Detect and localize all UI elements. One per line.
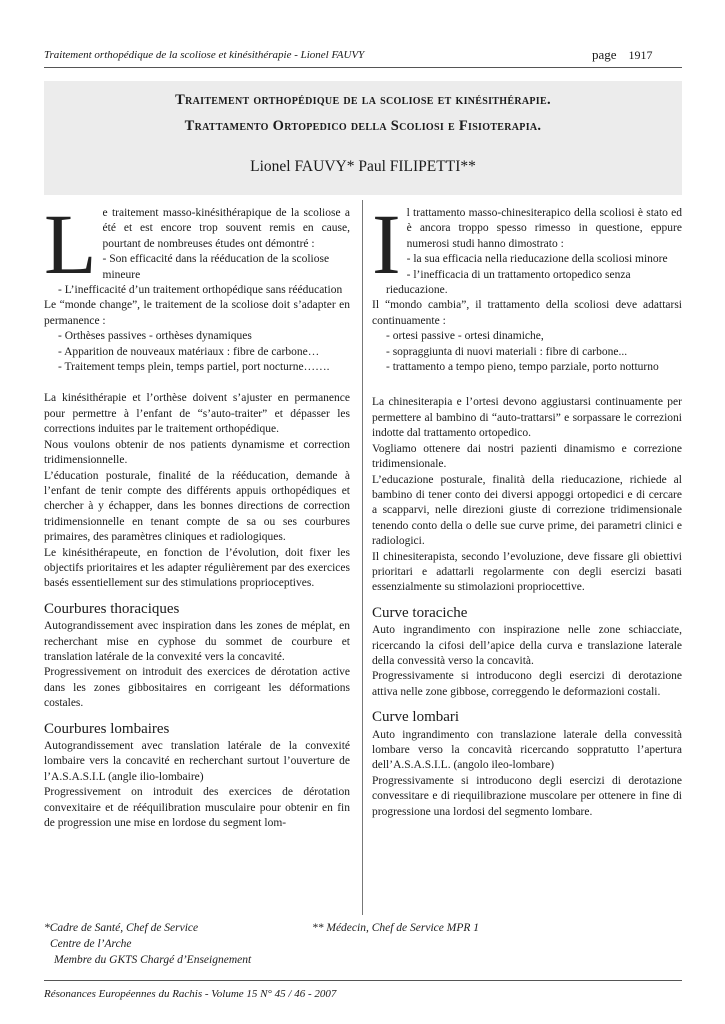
- paragraph: L’éducation posturale, finalité de la rééducation, demande à l’enfant de tenir compte des différents appuis orthopédiques et chercher à y échapper, dans les bonnes directions de correction tridimensionnelle en tenant compte de sa ou ses courbures primaires, des paramètres cliniques et radiologiques.: [44, 469, 350, 544]
- footnote-line: *Cadre de Santé, Chef de Service: [44, 922, 199, 934]
- footnote-line: ** Médecin, Chef de Service MPR 1: [312, 922, 480, 934]
- paragraph: Auto ingrandimento con inspirazione nelle zone schiacciate, ricercando la cifosi dell’apice della curva e translazione laterale della convessità verso la concavità.: [372, 624, 682, 667]
- column-divider: [362, 200, 363, 915]
- list-item: - sopraggiunta di nuovi materiali : fibre di carbone...: [386, 345, 628, 358]
- title-italian: Trattamento Ortopedico della Scoliosi e Fisioterapia.: [184, 118, 542, 134]
- paragraph: Il “mondo cambia”, il trattamento della scoliosi deve adattarsi continuamente :: [372, 299, 682, 327]
- page-number-block: [592, 47, 653, 63]
- paragraph: Auto ingrandimento con translazione laterale della convessità lombare verso la concavità ricercando soppratutto l’apertura dell’A.S.A.S.I.L. (angolo ileo-lombare): [372, 728, 682, 772]
- running-title: Traitement orthopédique de la scoliose et kinésithérapie - Lionel FAUVY: [44, 49, 365, 61]
- paragraph: Progressivamente si introducono degli esercizi di derotazione convessitare e di riequilibrazione muscolare per ottenere in fine di progressione una lordosi del segmento lombare.: [372, 774, 682, 818]
- italian-column: [372, 196, 682, 820]
- page-label: page: [592, 47, 617, 62]
- paragraph: Nous voulons obtenir de nos patients dynamisme et correction tridimensionnelle.: [44, 438, 350, 467]
- intro-paragraph-it: Il trattamento masso-chinesiterapico della scoliosi è stato ed è ancora troppo spesso rimesso in questione, eppure numerosi studi hanno dimostrato :: [372, 196, 682, 292]
- list-item: - la sua efficacia nella rieducazione della scoliosi minore: [406, 253, 668, 266]
- list-item: - ortesi passive - ortesi dinamiche,: [386, 330, 544, 343]
- list-item: - Orthèses passives - orthèses dynamiques: [58, 330, 252, 343]
- list-item: - l’inefficacia di un trattamento ortopedico senza rieducazione.: [386, 268, 631, 297]
- footnote-left: [44, 920, 251, 968]
- dropcap-it: I: [372, 196, 401, 292]
- list-item: - L’inefficacité d’un traitement orthopédique sans rééducation: [58, 284, 343, 297]
- list-item: - Son efficacité dans la rééducation de la scoliose mineure: [102, 253, 330, 281]
- paragraph: Autograndissement avec inspiration dans les zones de méplat, en recherchant mise en cyphose du sommet de courbure et translation latérale de la convexité vers la concavité.: [44, 620, 350, 663]
- section-heading: Courbures thoraciques: [44, 600, 180, 617]
- authors: Lionel FAUVY* Paul FILIPETTI**: [250, 158, 476, 175]
- paragraph: Le kinésithérapeute, en fonction de l’évolution, doit fixer les objectifs prioritaires et les adapter régulièrement par des exercices basés essentiellement sur des stimulations proprioceptives.: [44, 546, 350, 590]
- french-column: [44, 196, 350, 831]
- paragraph: Il chinesiterapista, secondo l’evoluzione, deve fissare gli obiettivi prioritari e adattarli regolarmente con degli esercizi basati essenzialmente su stimolazioni propriocettive.: [372, 550, 682, 594]
- journal-footer: Résonances Européennes du Rachis - Volume 15 N° 45 / 46 - 2007: [44, 988, 337, 1000]
- list-item: - Traitement temps plein, temps partiel, port nocturne…….: [58, 361, 330, 374]
- paragraph: La kinésithérapie et l’orthèse doivent s’ajuster en permanence pour permettre à l’enfant de “s’auto-traiter” et dépasser les corrections induites par le traitement orthopédique.: [44, 392, 350, 436]
- dropcap-fr: L: [44, 196, 97, 292]
- list-item: - Apparition de nouveaux matériaux : fibre de carbone…: [58, 345, 320, 358]
- paragraph: Vogliamo ottenere dai nostri pazienti dinamismo e correzione tridimensionale.: [372, 442, 682, 471]
- page-number: 1917: [628, 48, 653, 62]
- section-heading: Courbures lombaires: [44, 720, 170, 737]
- footnote-right: [312, 920, 479, 936]
- paragraph: Progressivement on introduit des exercices de dérotation convexitaire et de rééquilibration musculaire pour obtenir en fin de progression une mise en lordose du segment lom-: [44, 786, 350, 830]
- section-heading: Curve lombari: [372, 709, 460, 726]
- section-heading: Curve toraciche: [372, 604, 468, 621]
- title-block: [44, 81, 682, 195]
- footer-rule: [44, 980, 682, 981]
- footnote-line: Centre de l’Arche: [50, 938, 132, 950]
- paragraph: L’educazione posturale, finalità della rieducazione, richiede al bambino di tener conto dei diversi appoggi ortopedici e di cercare a scapparvi, nelle direzioni giuste di correzione tridimensionale tenendo conto della o delle sue curve prime, dei parametri clinici e radiologici.: [372, 473, 682, 548]
- paragraph: Progressivamente si introducono degli esercizi di derotazione attiva nelle zone gibbose, correggendo le deformazioni costali.: [372, 670, 682, 698]
- paragraph: La chinesiterapia e l’ortesi devono aggiustarsi continuamente per permettere al bambino di “auto-trattarsi” e sorpassare le correzioni indotte dal trattamento ortopedico.: [372, 396, 682, 440]
- list-item: - trattamento a tempo pieno, tempo parziale, porto notturno: [386, 361, 659, 374]
- paragraph: Autograndissement avec translation latérale de la convexité lombaire vers la concavité en recherchant surtout l’ouverture de l’A.S.A.S.I.L (angle ilio-lombaire): [44, 740, 350, 783]
- intro-paragraph-fr: Le traitement masso-kinésithérapique de la scoliose a été et est encore trop souvent remis en cause, pourtant de nombreuses études ont démontré :: [44, 196, 350, 292]
- footnote-line: Membre du GKTS Chargé d’Enseignement: [54, 954, 252, 966]
- title-french: Traitement orthopédique de la scoliose et kinésithérapie.: [175, 92, 551, 108]
- paragraph: Progressivement on introduit des exercices de dérotation active dans les zones gibbositaires en corrigeant les déformations costales.: [44, 666, 350, 710]
- header-rule: [44, 67, 682, 68]
- paragraph: Le “monde change”, le traitement de la scoliose doit s’adapter en permanence :: [44, 299, 350, 327]
